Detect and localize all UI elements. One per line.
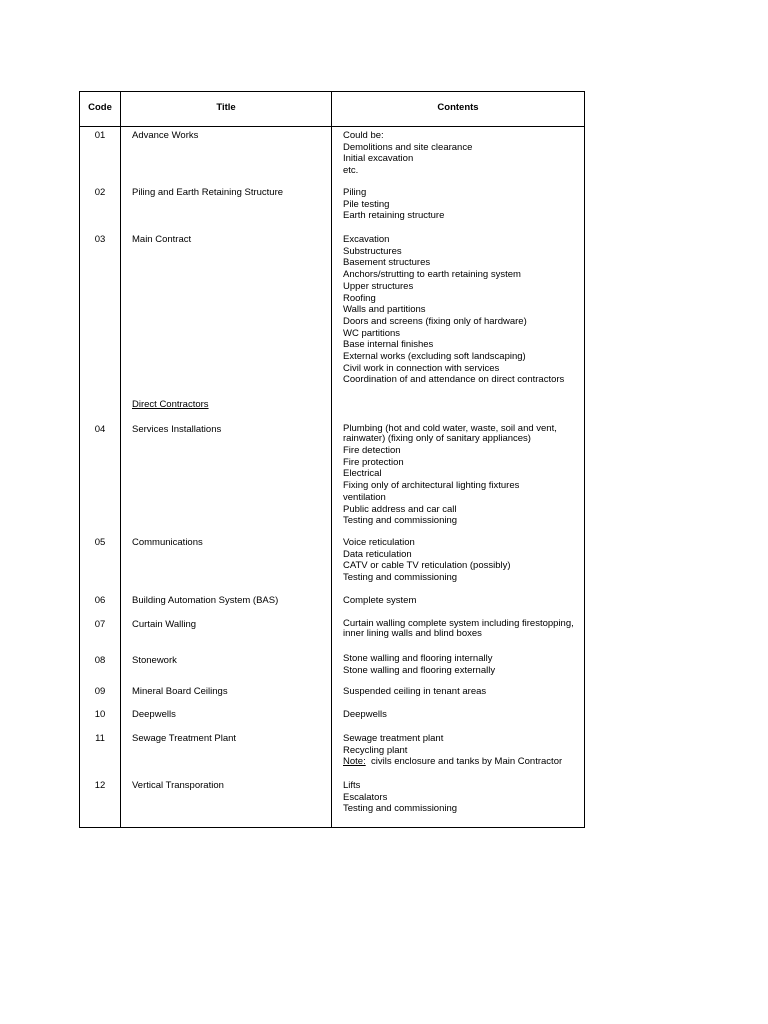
content-line: Deepwells (343, 709, 387, 720)
row-title: Piling and Earth Retaining Structure (132, 187, 284, 198)
content-line: Electrical (343, 468, 382, 480)
content-line: Testing and commissioning (343, 803, 458, 815)
row-title: Mineral Board Ceilings (132, 686, 228, 697)
note-text: civils enclosure and tanks by Main Contractor (371, 756, 563, 768)
content-line: Could be: (343, 130, 384, 141)
content-line: Data reticulation (343, 548, 412, 560)
content-line: Basement structures (343, 257, 431, 269)
row-code: 03 (94, 234, 106, 245)
row-title: Curtain Walling (132, 619, 197, 630)
row-title: Sewage Treatment Plant (132, 733, 237, 744)
row-code: 05 (94, 537, 106, 548)
row-contents (343, 187, 585, 222)
content-line: Demolitions and site clearance (343, 141, 473, 153)
row-contents (343, 537, 585, 584)
content-line: Anchors/strutting to earth retaining system (343, 269, 521, 281)
content-line: Stone walling and flooring internally (343, 653, 493, 664)
row-title: Communications (132, 537, 203, 548)
row-title: Deepwells (132, 709, 176, 720)
content-line: Earth retaining structure (343, 210, 445, 222)
section-heading: Direct Contractors (132, 399, 209, 410)
content-line: etc. (343, 165, 359, 177)
content-line: Fire protection (343, 456, 404, 468)
header-divider (80, 126, 584, 127)
row-contents (343, 686, 585, 698)
content-line: Substructures (343, 245, 402, 257)
row-title: Vertical Transporation (132, 780, 224, 791)
note-label: Note: (343, 756, 366, 768)
note-line (343, 756, 585, 768)
row-title: Stonework (132, 655, 177, 666)
header-code: Code (88, 102, 112, 113)
column-divider (120, 92, 121, 827)
content-line: Fire detection (343, 445, 401, 456)
row-title: Services Installations (132, 424, 222, 435)
content-line: Roofing (343, 292, 376, 304)
content-line: Stone walling and flooring externally (343, 664, 496, 676)
content-line: CATV or cable TV reticulation (possibly) (343, 560, 511, 572)
content-line: Recycling plant (343, 744, 408, 756)
row-code: 08 (94, 655, 106, 666)
content-line: Coordination of and attendance on direct contractors (343, 374, 565, 386)
content-line: Pile testing (343, 198, 390, 210)
row-contents (343, 424, 585, 527)
content-line: Suspended ceiling in tenant areas (343, 686, 487, 697)
content-line: External works (excluding soft landscaping) (343, 351, 526, 363)
row-code: 04 (94, 424, 106, 435)
row-contents (343, 733, 585, 768)
row-contents (343, 595, 585, 607)
content-line: Sewage treatment plant (343, 733, 444, 744)
content-line: Initial excavation (343, 153, 414, 165)
row-code: 09 (94, 686, 106, 697)
content-line: Testing and commissioning (343, 515, 458, 527)
content-line: Excavation (343, 234, 390, 245)
content-line: Base internal finishes (343, 339, 434, 351)
content-line: Civil work in connection with services (343, 362, 500, 374)
row-contents (343, 780, 585, 815)
content-line: Walls and partitions (343, 304, 426, 316)
row-code: 12 (94, 780, 106, 791)
content-line: Doors and screens (fixing only of hardware) (343, 315, 527, 327)
row-title: Building Automation System (BAS) (132, 595, 279, 606)
row-contents (343, 619, 585, 638)
row-code: 01 (94, 130, 106, 141)
content-line: Testing and commissioning (343, 572, 458, 584)
row-code: 07 (94, 619, 106, 630)
row-title: Main Contract (132, 234, 192, 245)
column-divider (331, 92, 332, 827)
row-code: 02 (94, 187, 106, 198)
contract-packages-table (79, 91, 585, 828)
content-line: Curtain walling complete system including firestopping, inner lining walls and blind boxes (343, 618, 574, 639)
row-code: 11 (95, 733, 105, 744)
content-line: Lifts (343, 780, 361, 791)
row-contents (343, 709, 585, 721)
content-line: Public address and car call (343, 503, 457, 515)
row-contents (343, 653, 585, 676)
row-title: Advance Works (132, 130, 199, 141)
header-title: Title (216, 102, 236, 113)
row-contents (343, 234, 585, 386)
content-line: ventilation (343, 491, 386, 503)
content-line: Upper structures (343, 280, 414, 292)
content-line: Escalators (343, 791, 388, 803)
content-line: WC partitions (343, 327, 401, 339)
content-line: Complete system (343, 595, 417, 606)
content-line: Plumbing (hot and cold water, waste, soil and vent, rainwater) (fixing only of sanitary appliances) (343, 423, 557, 444)
row-contents (343, 130, 585, 177)
content-line: Piling (343, 187, 367, 198)
row-code: 10 (94, 709, 106, 720)
header-contents: Contents (437, 102, 479, 113)
content-line: Fixing only of architectural lighting fixtures (343, 480, 520, 492)
row-code: 06 (94, 595, 106, 606)
content-line: Voice reticulation (343, 537, 415, 548)
